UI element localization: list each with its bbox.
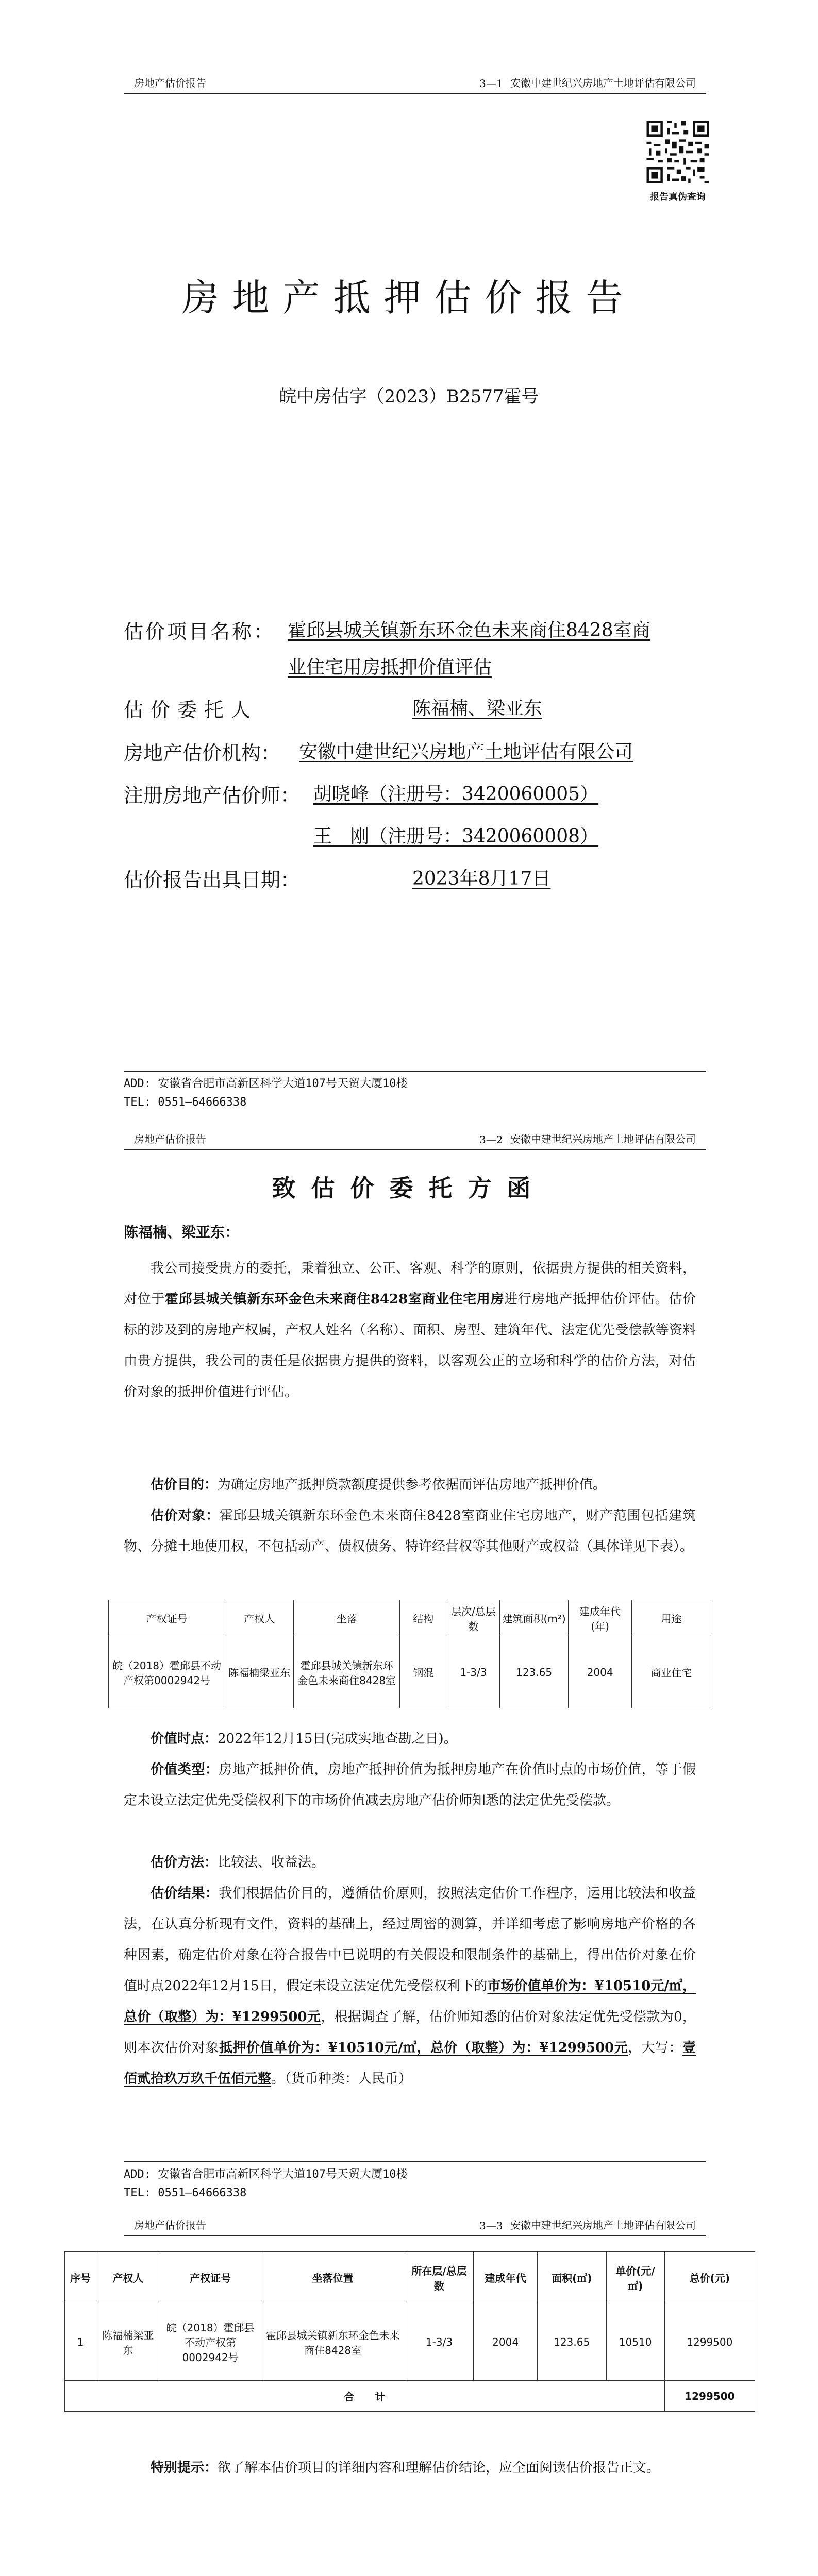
purpose-label: 估价目的： bbox=[151, 1477, 218, 1493]
value-issue-date: 2023年8月17日 bbox=[412, 868, 551, 889]
result-text-3: ，大写： bbox=[628, 2040, 682, 2056]
value-client: 陈福楠、梁亚东 bbox=[412, 698, 543, 719]
header-right: 安徽中建世纪兴房地产土地评估有限公司 bbox=[510, 2219, 696, 2231]
col-year: 建成年代 bbox=[474, 2252, 537, 2303]
header-left: 房地产估价报告 bbox=[134, 77, 206, 89]
page2-footer bbox=[124, 2161, 706, 2202]
header-page-number: 3—1 bbox=[479, 77, 503, 90]
cell-structure: 钢混 bbox=[399, 1636, 447, 1708]
cell-cert-no: 皖（2018）霍邱县不动产权第0002942号 bbox=[109, 1636, 225, 1708]
property-table bbox=[108, 1600, 711, 1708]
value-appraiser-2: 王 刚（注册号：3420060008） bbox=[313, 826, 599, 847]
col-owner: 产权人 bbox=[96, 2252, 160, 2303]
mortgage-value: 抵押价值单价为：¥10510元/㎡，总价（取整）为：¥1299500元 bbox=[219, 2040, 628, 2056]
type-text: 房地产抵押价值，房地产抵押价值为抵押房地产在价值时点的市场价值，等于假定未设立法定优先受偿权利下的市场价值减去房地产估价师知悉的法定优先受偿款。 bbox=[124, 1762, 696, 1808]
salutation: 陈福楠、梁亚东： bbox=[124, 1224, 240, 1241]
cell-use: 商业住宅 bbox=[632, 1636, 711, 1708]
page1-header bbox=[124, 72, 706, 94]
value-time-paragraph bbox=[124, 1723, 696, 1754]
value-project-name: 霍邱县城关镇新东环金色未来商住8428室商 bbox=[288, 620, 650, 641]
col-index: 序号 bbox=[65, 2252, 96, 2303]
method-label: 估价方法： bbox=[151, 1855, 218, 1870]
cell-owner: 陈福楠梁亚东 bbox=[96, 2303, 160, 2381]
table-header-row bbox=[109, 1600, 711, 1636]
cell-location: 霍邱县城关镇新东环金色未来商住8428室 bbox=[294, 1636, 400, 1708]
qr-code-icon bbox=[644, 118, 711, 185]
summary-table bbox=[64, 2251, 755, 2412]
report-number: 皖中房估字（2023）B2577霍号 bbox=[279, 386, 539, 407]
cell-unit-price: 10510 bbox=[606, 2303, 664, 2381]
label-client: 估价委托人 bbox=[124, 699, 258, 721]
market-value: 市场价值单价为：¥10510元/㎡，总价（取整）为：¥1299500元 bbox=[124, 1978, 696, 2025]
col-area: 面积(㎡) bbox=[537, 2252, 606, 2303]
table-row bbox=[109, 1636, 711, 1708]
label-agency: 房地产估价机构： bbox=[124, 742, 281, 765]
cell-owner: 陈福楠梁亚东 bbox=[225, 1636, 294, 1708]
cell-total-price: 1299500 bbox=[664, 2303, 755, 2381]
cell-floor: 1-3/3 bbox=[447, 1636, 499, 1708]
col-location: 坐落 bbox=[294, 1600, 400, 1636]
page1-footer bbox=[124, 1071, 706, 1112]
purpose-paragraph bbox=[124, 1469, 696, 1500]
cell-floor: 1-3/3 bbox=[405, 2303, 474, 2381]
total-value: 1299500 bbox=[664, 2381, 755, 2412]
intro-property: 霍邱县城关镇新东环金色未来商住8428室商业住宅用房 bbox=[164, 1292, 505, 1307]
cell-cert-no: 皖（2018）霍邱县不动产权第0002942号 bbox=[160, 2303, 261, 2381]
result-paragraph bbox=[124, 1878, 696, 2094]
col-total-price: 总价(元) bbox=[664, 2252, 755, 2303]
result-text-4: 。（货币种类：人民币） bbox=[271, 2071, 412, 2087]
col-floor: 层次/总层数 bbox=[447, 1600, 499, 1636]
col-structure: 结构 bbox=[399, 1600, 447, 1636]
tip-label: 特别提示： bbox=[151, 2460, 218, 2476]
col-cert-no: 产权证号 bbox=[160, 2252, 261, 2303]
col-unit-price: 单价(元/㎡) bbox=[606, 2252, 664, 2303]
cell-area: 123.65 bbox=[537, 2303, 606, 2381]
tip-text: 欲了解本估价项目的详细内容和理解估价结论，应全面阅读估价报告正文。 bbox=[218, 2460, 660, 2476]
footer-tel: TEL: 0551—64666338 bbox=[124, 1096, 247, 1109]
method-text: 比较法、收益法。 bbox=[218, 1855, 325, 1870]
footer-tel: TEL: 0551—64666338 bbox=[124, 2187, 247, 2199]
intro-text-2: 进行房地产抵押估价评估。估价标的涉及到的房地产权属，产权人姓名（名称）、面积、房型、建筑年代、法定优先受偿款等资料由贵方提供，我公司的责任是依据贵方提供的资料，以客观公正的立场和科学的估价方法，对估价对象的抵押价值进行评估。 bbox=[124, 1292, 696, 1400]
value-agency: 安徽中建世纪兴房地产土地评估有限公司 bbox=[299, 741, 633, 762]
method-paragraph bbox=[124, 1847, 696, 1878]
intro-paragraph bbox=[124, 1253, 696, 1408]
time-label: 价值时点： bbox=[151, 1731, 218, 1747]
label-project-name: 估价项目名称： bbox=[124, 620, 276, 643]
footer-address: ADD: 安徽省合肥市高新区科学大道107号天贸大厦10楼 bbox=[124, 1077, 408, 1090]
header-page-number: 3—3 bbox=[479, 2219, 503, 2232]
report-title: 房地产抵押估价报告 bbox=[181, 276, 637, 319]
value-appraiser-1: 胡晓峰（注册号：3420060005） bbox=[313, 784, 599, 805]
header-right: 安徽中建世纪兴房地产土地评估有限公司 bbox=[510, 1133, 696, 1145]
header-right: 安徽中建世纪兴房地产土地评估有限公司 bbox=[510, 77, 696, 89]
total-label: 合 计 bbox=[65, 2381, 665, 2412]
col-location: 坐落位置 bbox=[261, 2252, 405, 2303]
intro-text-1: 我公司接受贵方的委托，秉着独立、公正、客观、科学的原则，依据贵方提供的相关资料，对位于 bbox=[124, 1261, 696, 1307]
header-left: 房地产估价报告 bbox=[134, 1133, 206, 1145]
object-label: 估价对象： bbox=[151, 1508, 220, 1523]
col-use: 用途 bbox=[632, 1600, 711, 1636]
cell-index: 1 bbox=[65, 2303, 96, 2381]
header-left: 房地产估价报告 bbox=[134, 2219, 206, 2231]
object-paragraph bbox=[124, 1500, 696, 1562]
special-tip bbox=[124, 2452, 696, 2483]
col-owner: 产权人 bbox=[225, 1600, 294, 1636]
letter-title: 致估价委托方函 bbox=[272, 1174, 546, 1202]
purpose-text: 为确定房地产抵押贷款额度提供参考依据而评估房地产抵押价值。 bbox=[218, 1477, 607, 1493]
qr-caption: 报告真伪查询 bbox=[650, 192, 706, 202]
time-text: 2022年12月15日(完成实地查勘之日)。 bbox=[218, 1731, 457, 1747]
table-total-row bbox=[65, 2381, 755, 2412]
result-text-1: 我们根据估价目的，遵循估价原则，按照法定估价工作程序，运用比较法和收益法，在认真分析现有文件，资料的基础上，经过周密的测算，并详细考虑了影响房地产价格的各种因素，确定估价对象在符合报告中已说明的有关假设和限制条件的基础上，得出估价对象在价值时点2022年12月15日，假定未设立法定优先受偿权利下的 bbox=[124, 1886, 696, 1994]
page3-header bbox=[124, 2214, 706, 2236]
footer-address: ADD: 安徽省合肥市高新区科学大道107号天贸大厦10楼 bbox=[124, 2168, 408, 2181]
cell-location: 霍邱县城关镇新东环金色未来商住8428室 bbox=[261, 2303, 405, 2381]
value-type-paragraph bbox=[124, 1754, 696, 1816]
result-text-2: ，根据调查了解，估价师知悉的估价对象法定优先受偿款为0，则本次估价对象 bbox=[124, 2009, 696, 2056]
cell-year: 2004 bbox=[474, 2303, 537, 2381]
result-label: 估价结果： bbox=[151, 1886, 219, 1901]
col-area: 建筑面积(m²) bbox=[500, 1600, 569, 1636]
cell-year: 2004 bbox=[569, 1636, 632, 1708]
value-in-words: 壹佰贰拾玖万玖千伍佰元整 bbox=[124, 2040, 696, 2087]
header-page-number: 3—2 bbox=[479, 1133, 503, 1146]
page2-header bbox=[124, 1128, 706, 1150]
label-appraiser: 注册房地产估价师： bbox=[124, 784, 301, 807]
col-floor: 所在层/总层数 bbox=[405, 2252, 474, 2303]
object-text: 霍邱县城关镇新东环金色未来商住8428室商业住宅房地产，财产范围包括建筑物、分摊土地使用权，不包括动产、债权债务、特许经营权等其他财产或权益（具体详见下表）。 bbox=[124, 1508, 696, 1554]
type-label: 价值类型： bbox=[151, 1762, 219, 1777]
col-cert-no: 产权证号 bbox=[109, 1600, 225, 1636]
value-project-name-cont: 业住宅用房抵押价值评估 bbox=[288, 657, 492, 678]
table-row bbox=[65, 2303, 755, 2381]
label-issue-date: 估价报告出具日期： bbox=[124, 869, 301, 891]
col-year: 建成年代(年) bbox=[569, 1600, 632, 1636]
table-header-row bbox=[65, 2252, 755, 2303]
cell-area: 123.65 bbox=[500, 1636, 569, 1708]
